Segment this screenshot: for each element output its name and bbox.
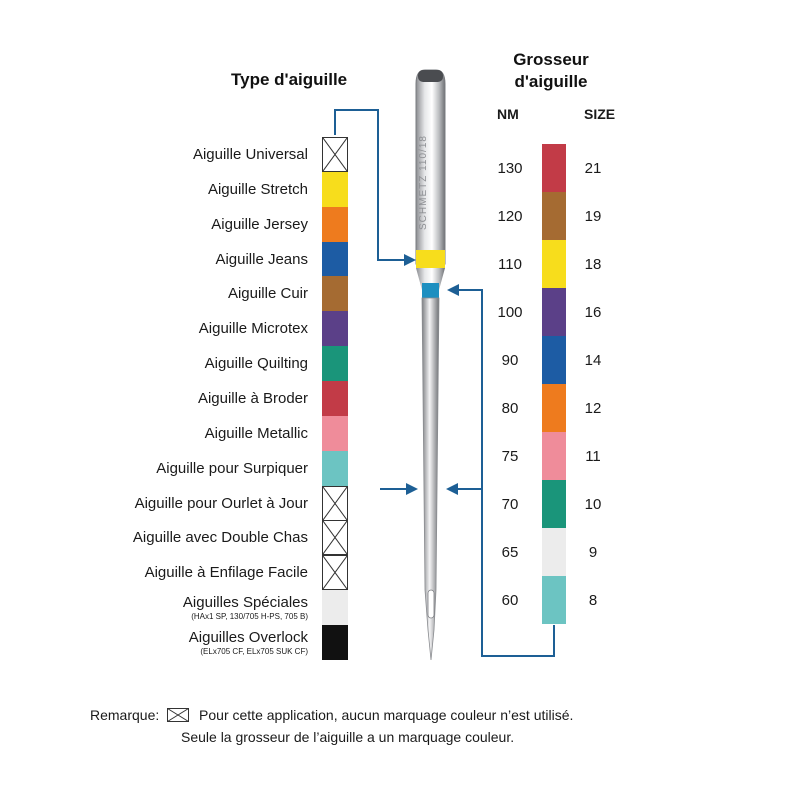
size-value: 12 <box>584 400 602 417</box>
needle-type-name: Aiguille avec Double Chas <box>132 529 308 547</box>
nm-value: 110 <box>498 256 522 273</box>
type-connector-line <box>335 110 406 260</box>
needle-size-title-line2: d'aiguille <box>514 72 588 91</box>
needle-type-name: Aiguille à Broder <box>197 389 308 407</box>
size-column-header: SIZE <box>584 106 616 122</box>
size-value: 11 <box>585 448 601 465</box>
needle-type-name: Aiguille Quilting <box>204 355 308 373</box>
size-value: 21 <box>584 160 602 177</box>
size-value: 18 <box>584 256 602 273</box>
needle-eye <box>428 590 434 618</box>
size-value: 8 <box>588 592 598 609</box>
needle-size-title-line1: Grosseur <box>513 50 589 69</box>
needle-type-name: Aiguille Universal <box>192 146 308 163</box>
needle-type-name: Aiguilles Overlock <box>188 628 308 646</box>
needle-type-name: Aiguille Jersey <box>211 215 308 233</box>
needle-type-models: (ELx705 CF, ELx705 SUK CF) <box>200 646 308 656</box>
nm-value: 130 <box>497 160 523 177</box>
needle-type-name: Aiguille Jeans <box>215 250 308 268</box>
size-value: 19 <box>584 208 602 225</box>
remark-line1 <box>90 707 573 723</box>
nm-value: 120 <box>497 208 523 225</box>
remark-text: Pour cette application, aucun marquage couleur n’est utilisé. <box>199 707 574 723</box>
size-value: 9 <box>588 544 598 561</box>
type-arrow-head <box>404 254 416 266</box>
nm-value: 70 <box>501 496 519 513</box>
size-connector-line <box>459 290 554 656</box>
nm-value: 75 <box>501 448 519 465</box>
needle-type-name: Aiguille Metallic <box>204 424 308 442</box>
needle-type-name: Aiguille pour Ourlet à Jour <box>134 494 308 512</box>
ourlet-arrow-left-head <box>406 483 418 495</box>
size-value: 10 <box>584 496 602 513</box>
needle-type-name: Aiguille Microtex <box>198 320 308 338</box>
needle-type-name: Aiguille Stretch <box>207 180 308 198</box>
nm-value: 60 <box>501 592 519 609</box>
remark-prefix: Remarque: <box>90 707 160 723</box>
needle-type-title: Type d'aiguille <box>231 70 348 89</box>
needle-type-name: Aiguille pour Surpiquer <box>156 459 308 477</box>
nm-value: 100 <box>497 304 523 321</box>
nm-value: 80 <box>501 400 519 417</box>
needle-type-name: Aiguille Cuir <box>227 285 308 303</box>
needle-type-name: Aiguille à Enfilage Facile <box>144 564 308 582</box>
no-color-cross-icon <box>167 708 189 722</box>
nm-value: 65 <box>501 544 519 561</box>
remark-line2: Seule la grosseur de l’aiguille a un marquage couleur. <box>181 729 515 745</box>
nm-column-header: NM <box>497 106 519 122</box>
ourlet-arrow-right-head <box>446 483 458 495</box>
size-arrow-head <box>447 284 459 296</box>
needle-type-name: Aiguilles Spéciales <box>182 594 308 612</box>
size-value: 16 <box>584 304 602 321</box>
nm-value: 90 <box>501 352 519 369</box>
needle-band-size <box>422 283 439 300</box>
needle-band-type <box>416 250 445 268</box>
size-value: 14 <box>584 352 602 369</box>
needle-top-cap <box>418 70 443 82</box>
needle-engraving: SCHMETZ 110/18 <box>418 135 429 230</box>
needle-type-models: (HAx1 SP, 130/705 H-PS, 705 B) <box>191 612 308 622</box>
